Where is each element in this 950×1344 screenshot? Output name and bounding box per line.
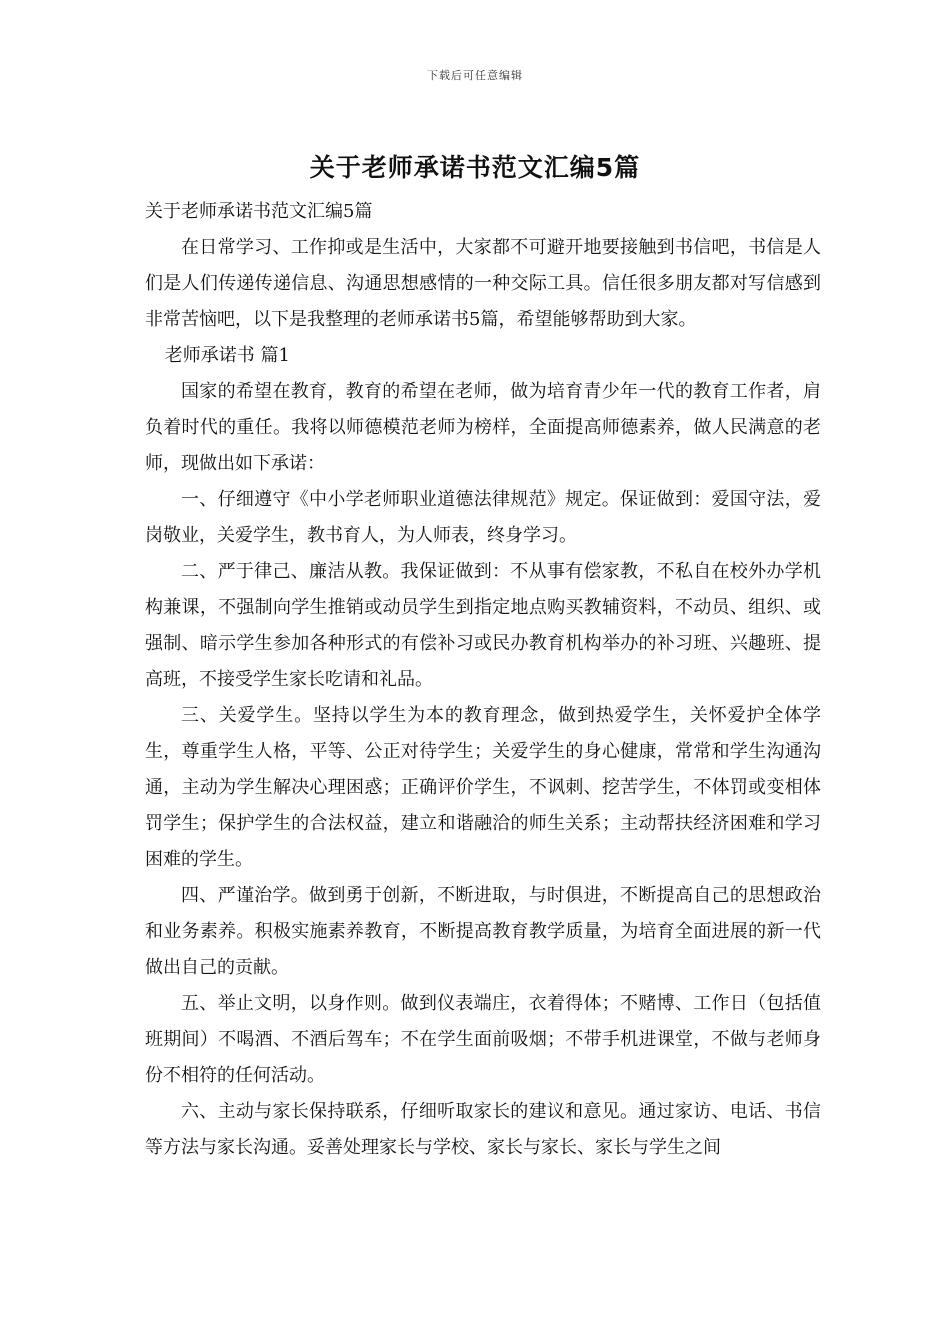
paragraph: 四、严谨治学。做到勇于创新，不断进取，与时俱进，不断提高自己的思想政治和业务素养。积极实施素养教育，不断提高教育教学质量，为培育全面进展的新一代做出自己的贡献。 bbox=[145, 885, 821, 978]
section-heading: 老师承诺书 篇1 bbox=[164, 345, 290, 366]
document-body bbox=[145, 194, 821, 1166]
paragraph-intro: 在日常学习、工作抑或是生活中，大家都不可避开地要接触到书信吧，书信是人们是人们传递传递信息、沟通思想感情的一种交际工具。信任很多朋友都对写信感到非常苦恼吧，以下是我整理的老师承诺书5篇，希望能够帮助到大家。 bbox=[145, 237, 821, 330]
header-note: 下载后可任意编辑 bbox=[427, 69, 523, 82]
paragraph: 六、主动与家长保持联系，仔细听取家长的建议和意见。通过家访、电话、书信等方法与家长沟通。妥善处理家长与学校、家长与家长、家长与学生之间 bbox=[145, 1101, 821, 1158]
paragraph: 国家的希望在教育，教育的希望在老师，做为培育青少年一代的教育工作者，肩负着时代的重任。我将以师德模范老师为榜样，全面提高师德素养，做人民满意的老师，现做出如下承诺： bbox=[145, 381, 821, 474]
document-title: 关于老师承诺书范文汇编5篇 bbox=[309, 153, 641, 182]
paragraph: 三、关爱学生。坚持以学生为本的教育理念，做到热爱学生，关怀爱护全体学生，尊重学生人格，平等、公正对待学生；关爱学生的身心健康，常常和学生沟通沟通，主动为学生解决心理困惑；正确评价学生，不讽刺、挖苦学生，不体罚或变相体罚学生；保护学生的合法权益，建立和谐融洽的师生关系；主动帮扶经济困难和学习困难的学生。 bbox=[145, 705, 821, 870]
paragraph: 一、仔细遵守《中小学老师职业道德法律规范》规定。保证做到：爱国守法，爱岗敬业，关爱学生，教书育人，为人师表，终身学习。 bbox=[145, 489, 821, 546]
paragraph: 二、严于律己、廉洁从教。我保证做到：不从事有偿家教，不私自在校外办学机构兼课，不强制向学生推销或动员学生到指定地点购买教辅资料，不动员、组织、或强制、暗示学生参加各种形式的有偿补习或民办教育机构举办的补习班、兴趣班、提高班，不接受学生家长吃请和礼品。 bbox=[145, 561, 821, 690]
paragraph-intro-title: 关于老师承诺书范文汇编5篇 bbox=[145, 201, 373, 222]
paragraph: 五、举止文明，以身作则。做到仪表端庄，衣着得体；不赌博、工作日（包括值班期间）不喝酒、不酒后驾车；不在学生面前吸烟；不带手机进课堂，不做与老师身份不相符的任何活动。 bbox=[145, 993, 821, 1086]
